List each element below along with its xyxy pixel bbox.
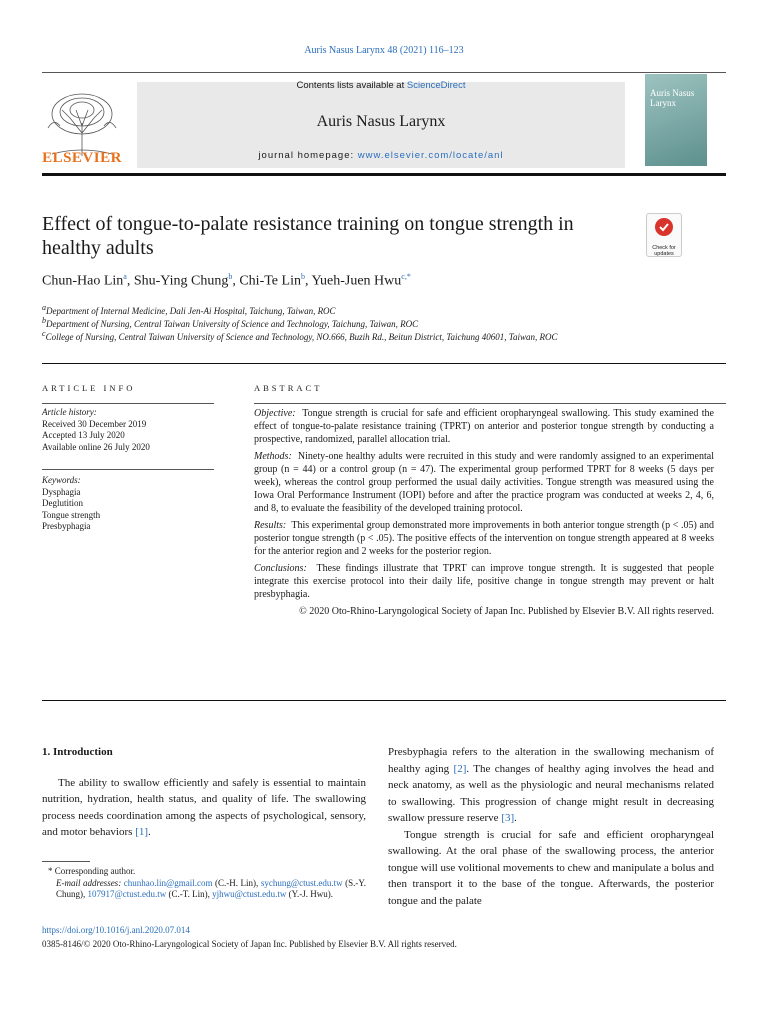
- email-owner: (C.-H. Lin),: [215, 877, 259, 888]
- affil-mark: a: [42, 303, 46, 312]
- keyword: Dysphagia: [42, 486, 81, 497]
- body-column-right: [388, 744, 714, 909]
- footnote: * Corresponding author. E-mail addresses: chunhao.lin@gmail.com (C.-H. Lin), sychung@ctust.edu.tw (S.-Y. Chung), 107917@ctust.edu.tw (C.-T. Lin), yjhwu@ctust.edu.tw (Y.-J. Hwu).: [48, 866, 366, 899]
- history-item: Accepted 13 July 2020: [42, 430, 125, 440]
- email-link[interactable]: yjhwu@ctust.edu.tw: [212, 889, 287, 899]
- affil-text: Department of Internal Medicine, Dali Jen-Ai Hospital, Taichung, Taiwan, ROC: [46, 306, 336, 316]
- keywords-label: Keywords:: [42, 475, 81, 485]
- body-column-left: [42, 744, 366, 841]
- article-info-heading: ARTICLE INFO: [42, 383, 136, 393]
- methods-label: Methods:: [254, 451, 292, 462]
- author: Chi-Te Lin: [239, 273, 301, 289]
- author: Yueh-Juen Hwu: [311, 273, 402, 289]
- contents-line: [137, 80, 625, 91]
- conclusions-label: Conclusions:: [254, 563, 307, 574]
- journal-reference[interactable]: Auris Nasus Larynx 48 (2021) 116–123: [304, 45, 464, 56]
- email-label: E-mail addresses:: [56, 877, 122, 888]
- paragraph-text: Presbyphagia refers to the alteration in the swallowing mechanism of healthy aging: [388, 746, 714, 775]
- history-item: Received 30 December 2019: [42, 418, 147, 429]
- objective-text: Tongue strength is crucial for safe and efficient oropharyngeal swallowing. This study examined the effect of tongue-to-palate resistance training (TPRT) on anterior and posterior tongue strength by conducting a prospective, randomized, parallel allocation trial.: [254, 408, 714, 445]
- journal-homepage: [137, 150, 625, 161]
- affiliation: [42, 328, 722, 343]
- objective-label: Objective:: [254, 408, 296, 419]
- homepage-link[interactable]: www.elsevier.com/locate/anl: [357, 150, 504, 161]
- author-affil-mark[interactable]: b: [300, 272, 305, 281]
- email-owner: (C.-T. Lin),: [168, 889, 210, 899]
- paragraph: Presbyphagia refers to the alteration in the swallowing mechanism of healthy aging [2]. The changes of healthy aging involves the head and neck anatomy, as well as the physiologic and neural mechanisms related to swallowing. This progression of change might result in decreasing swallow pressure reserve [3].: [388, 746, 714, 824]
- author-affil-mark[interactable]: b: [228, 272, 233, 281]
- footnote-rule: [42, 861, 90, 862]
- keywords-rule: [42, 469, 214, 470]
- sciencedirect-link[interactable]: ScienceDirect: [406, 80, 466, 91]
- email-link[interactable]: 107917@ctust.edu.tw: [87, 889, 167, 899]
- affil-text: Department of Nursing, Central Taiwan University of Science and Technology, Taichung, Taiwan, ROC: [46, 319, 419, 329]
- header-rule: [42, 72, 726, 73]
- author: Chun-Hao Lin: [42, 273, 124, 289]
- affil-mark: b: [42, 316, 46, 325]
- paragraph: Tongue strength is crucial for safe and efficient oropharyngeal swallowing. At the oral phase of the swallowing process, the anterior tongue will use volitional movements to chew and manipulate a bolus and then transport it to the base of the tongue. Afterwards, the posterior tongue and the palate: [388, 828, 714, 907]
- citation-link[interactable]: [2]: [453, 762, 467, 775]
- contents-prefix: Contents lists available at: [296, 80, 407, 91]
- doi-link[interactable]: https://doi.org/10.1016/j.anl.2020.07.014: [42, 925, 190, 935]
- conclusions-text: These findings illustrate that TPRT can improve tongue strength. It is suggested that people integrate this exercise protocol into their daily life, positive change in tongue strength may prevent or halt presbyphagia.: [254, 563, 714, 600]
- article-history: [42, 407, 214, 453]
- check-updates-label: Check for updates: [652, 245, 676, 257]
- header-thick-rule: [42, 173, 726, 176]
- article-title: Effect of tongue-to-palate resistance training on tongue strength in healthy adults: [42, 213, 574, 259]
- cover-title: Auris Nasus Larynx: [650, 88, 695, 108]
- keywords: [42, 475, 214, 533]
- results-label: Results:: [254, 520, 287, 531]
- email-owner: (Y.-J. Hwu).: [288, 889, 333, 899]
- elsevier-wordmark: ELSEVIER: [42, 150, 122, 166]
- issn-copyright: 0385-8146/© 2020 Oto-Rhino-Laryngological Society of Japan Inc. Published by Elsevier B.V. All rights reserved.: [42, 939, 457, 949]
- abstract-bottom-rule: [42, 700, 726, 701]
- journal-name: Auris Nasus Larynx: [316, 113, 446, 130]
- email-link[interactable]: chunhao.lin@gmail.com: [123, 877, 213, 888]
- citation-link[interactable]: [1]: [135, 826, 149, 838]
- email-link[interactable]: sychung@ctust.edu.tw: [260, 877, 343, 888]
- history-label: Article history:: [42, 407, 97, 417]
- paragraph-text: The ability to swallow efficiently and safely is essential to maintain nutrition, hydration, health status, and quality of life. The swallowing process needs coordination among the aspects of psychological, sensory, and motor behaviors: [42, 776, 366, 838]
- abstract-copyright: © 2020 Oto-Rhino-Laryngological Society of Japan Inc. Published by Elsevier B.V. All rights reserved.: [299, 606, 714, 617]
- email-owner: (S.-Y. Chung),: [56, 877, 366, 899]
- results-text: This experimental group demonstrated more improvements in both anterior tongue strength (p < .05) and posterior tongue strength (p < .05). The positive effects of the intervention on tongue strength appeared at 8 weeks for the anterior region and 2 weeks for the posterior region.: [254, 520, 714, 557]
- citation-link[interactable]: [3]: [501, 812, 515, 824]
- methods-text: Ninety-one healthy adults were recruited in this study and were randomly assigned to an experimental group (n = 44) or a control group (n = 47). The experimental group performed TPRT for 8 weeks (5 days per week), whereas the control group performed the usual daily activities. Tongue strength was measured using the Iowa Oral Performance Instrument (IOPI) before and after the practice program was conducted at weeks 2, 4, 6, and 8, to evaluate the feasibility of the developed training protocol.: [254, 451, 714, 514]
- keyword: Tongue strength: [42, 509, 101, 520]
- author-affil-mark[interactable]: a: [123, 272, 127, 281]
- keyword: Presbyphagia: [42, 521, 91, 531]
- check-for-updates-button[interactable]: [646, 213, 682, 257]
- author-affil-mark[interactable]: c,*: [401, 272, 411, 281]
- affil-mark: c: [42, 329, 46, 338]
- check-updates-icon: [647, 214, 681, 240]
- author: Shu-Ying Chung: [133, 273, 229, 289]
- section-rule: [42, 363, 726, 364]
- abstract-rule: [254, 403, 726, 404]
- author-list: Chun-Hao Lin$^a$, Shu-Ying Chung$^b$, Chi-Te Lin$^b$, Yueh-Juen Hwu$^{c,*}$: [42, 272, 411, 289]
- history-item: Available online 26 July 2020: [42, 441, 150, 452]
- corresponding-note: Corresponding author.: [54, 866, 136, 876]
- section-heading: 1. Introduction: [42, 746, 113, 758]
- affil-text: College of Nursing, Central Taiwan University of Science and Technology, NO.666, Buzih Rd., Beitun District, Taichung 40601, Taiwan, ROC: [45, 332, 558, 342]
- homepage-prefix: journal homepage:: [258, 150, 358, 161]
- abstract-heading: ABSTRACT: [254, 383, 323, 393]
- keyword: Deglutition: [42, 498, 83, 508]
- paragraph-text: . The changes of healthy aging involves the head and neck anatomy, as well as the physiologic and neural mechanisms related to swallowing. This progression of change might result in decreasing swallow pressure reserve: [388, 762, 714, 824]
- article-info-rule: [42, 403, 214, 404]
- abstract-body: [254, 407, 714, 622]
- paragraph: The ability to swallow efficiently and safely is essential to maintain nutrition, hydration, health status, and quality of life. The swallowing process needs coordination among the aspects of psychological, sensory, and motor behaviors [1].: [42, 776, 366, 838]
